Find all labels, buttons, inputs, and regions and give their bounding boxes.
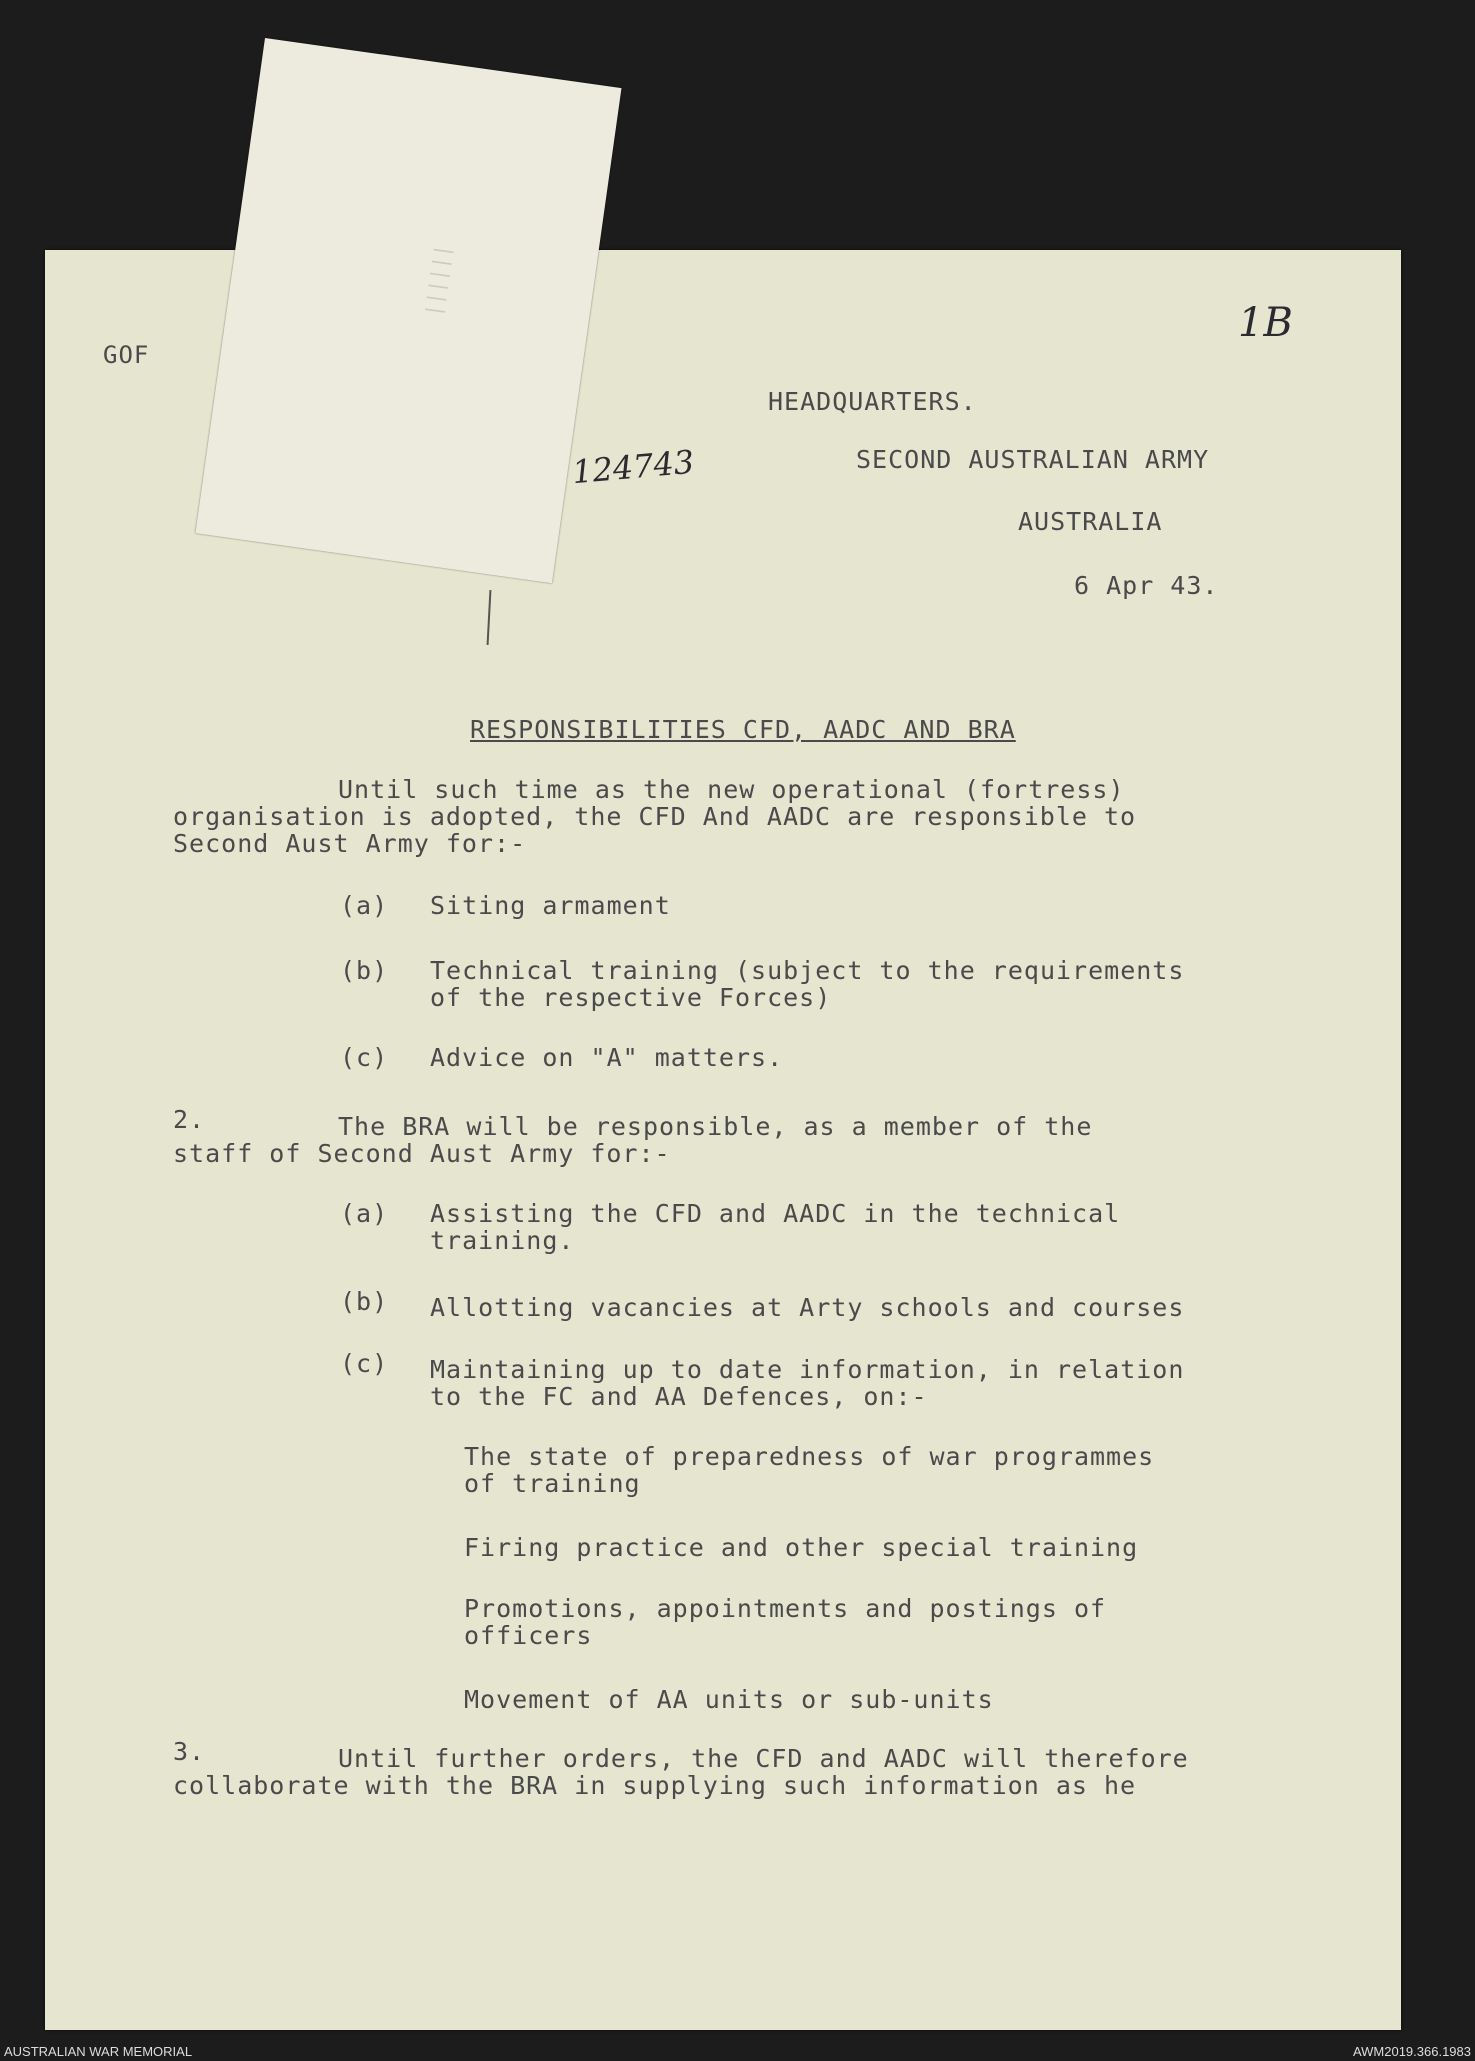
footer-left-label: AUSTRALIAN WAR MEMORIAL [4, 2044, 193, 2059]
slip-show-through-text: |||||| [423, 243, 458, 319]
para2-item-c-text-1: Maintaining up to date information, in relation [430, 1355, 1185, 1384]
footer-bar [0, 2041, 1475, 2061]
handwritten-number: 124743 [570, 442, 696, 492]
para2-number: 2. [173, 1105, 206, 1134]
para1-item-a-text: Siting armament [430, 891, 671, 920]
subitem-2-line-1: Firing practice and other special training [464, 1533, 1139, 1562]
para3-line-1: Until further orders, the CFD and AADC will therefore [338, 1744, 1189, 1773]
attached-paper-slip [195, 38, 621, 583]
para1-item-c-marker: (c) [340, 1043, 389, 1072]
para2-item-b-marker: (b) [340, 1287, 389, 1316]
para2-item-a-text-2: training. [430, 1226, 575, 1255]
para1-line-3: Second Aust Army for:- [173, 829, 527, 858]
para1-line-1: Until such time as the new operational (fortress) [338, 775, 1125, 804]
para2-item-c-text-2: to the FC and AA Defences, on:- [430, 1382, 928, 1411]
para1-item-a-marker: (a) [340, 891, 389, 920]
para2-line-1: The BRA will be responsible, as a member of the [338, 1112, 1093, 1141]
page-mark: 1B [1238, 300, 1293, 346]
para2-item-c-marker: (c) [340, 1349, 389, 1378]
header-line-3: AUSTRALIA [1018, 507, 1163, 536]
subitem-1-line-2: of training [464, 1469, 641, 1498]
header-date: 6 Apr 43. [1074, 571, 1219, 600]
para1-item-c-text: Advice on "A" matters. [430, 1043, 784, 1072]
footer-right-label: AWM2019.366.1983 [1352, 2044, 1471, 2059]
para3-number: 3. [173, 1737, 206, 1766]
stamp-partial: GOF [103, 341, 150, 369]
para1-item-b-marker: (b) [340, 956, 389, 985]
document-title: RESPONSIBILITIES CFD, AADC AND BRA [470, 715, 1016, 744]
para2-item-b-text: Allotting vacancies at Arty schools and courses [430, 1293, 1185, 1322]
subitem-3-line-1: Promotions, appointments and postings of [464, 1594, 1107, 1623]
para1-item-b-text-2: of the respective Forces) [430, 983, 832, 1012]
para1-item-b-text-1: Technical training (subject to the requirements [430, 956, 1185, 985]
subitem-3-line-2: officers [464, 1621, 593, 1650]
header-line-2: SECOND AUSTRALIAN ARMY [856, 445, 1210, 474]
para1-line-2: organisation is adopted, the CFD And AADC are responsible to [173, 802, 1137, 831]
para2-line-2: staff of Second Aust Army for:- [173, 1139, 671, 1168]
subitem-1-line-1: The state of preparedness of war programmes [464, 1442, 1155, 1471]
para2-item-a-text-1: Assisting the CFD and AADC in the technical [430, 1199, 1121, 1228]
header-line-1: HEADQUARTERS. [768, 387, 977, 416]
subitem-4-line-1: Movement of AA units or sub-units [464, 1685, 994, 1714]
para2-item-a-marker: (a) [340, 1199, 389, 1228]
para3-line-2: collaborate with the BRA in supplying such information as he [173, 1771, 1137, 1800]
